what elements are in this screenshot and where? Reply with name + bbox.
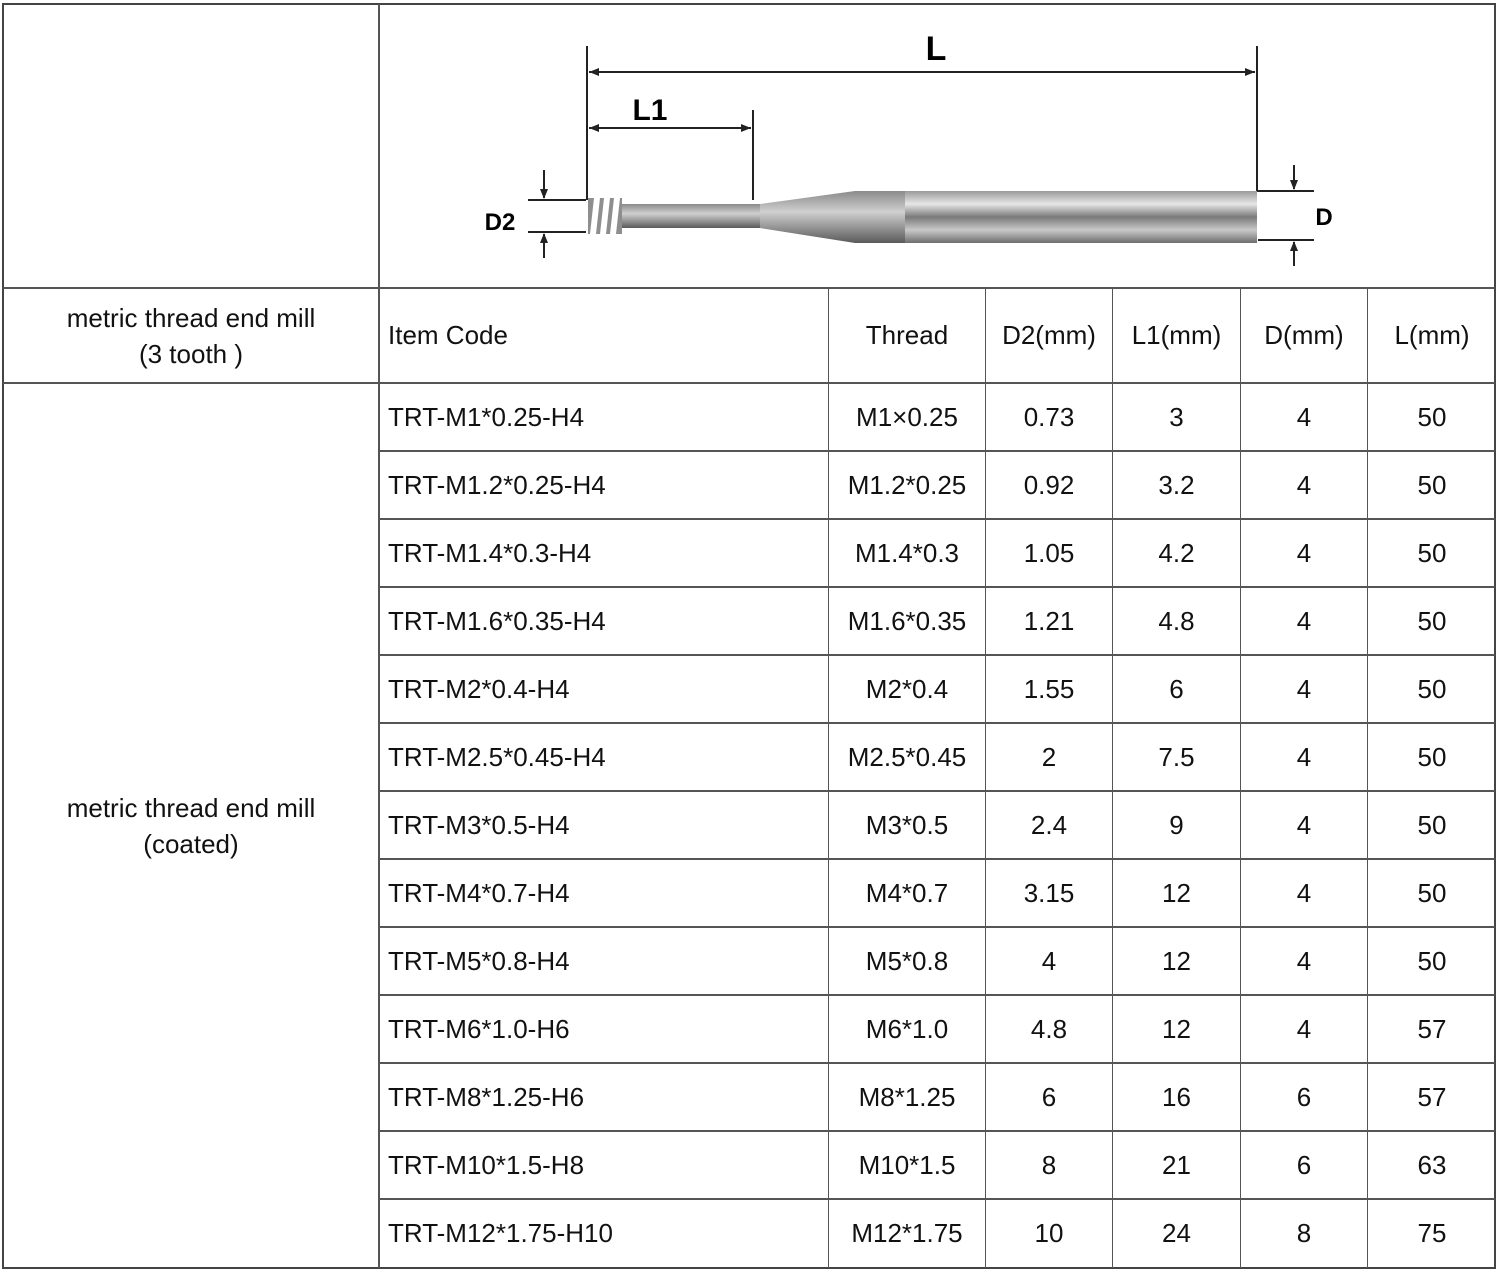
column-header-l1: L1(mm): [1131, 320, 1222, 350]
cell-l: 57: [1417, 1013, 1447, 1044]
dimension-label-D2: D2: [484, 209, 516, 236]
column-header-l: L(mm): [1394, 320, 1470, 350]
cell-d: 4: [1296, 605, 1312, 636]
cell-thread: M1.6*0.35: [847, 605, 967, 636]
cell-d2: 4: [1041, 945, 1057, 976]
cell-l1: 4.8: [1158, 605, 1195, 636]
cell-l1: 12: [1162, 945, 1191, 976]
cell-d: 4: [1296, 741, 1312, 772]
cell-l: 50: [1417, 537, 1447, 568]
cell-d: 4: [1296, 877, 1312, 908]
cell-thread: M5*0.8: [865, 945, 949, 976]
cell-l1: 4.2: [1158, 537, 1195, 568]
cell-thread: M3*0.5: [865, 809, 949, 840]
cell-l1: 24: [1162, 1217, 1191, 1248]
cell-item-code: TRT-M1.6*0.35-H4: [388, 605, 606, 636]
cell-d: 6: [1296, 1081, 1312, 1112]
cell-d2: 6: [1041, 1081, 1057, 1112]
cell-l1: 9: [1169, 809, 1184, 840]
cell-item-code: TRT-M8*1.25-H6: [388, 1081, 585, 1112]
cell-thread: M6*1.0: [865, 1013, 949, 1044]
dimension-label-L1: L1: [632, 94, 668, 127]
cell-l1: 7.5: [1158, 741, 1195, 772]
cell-item-code: TRT-M3*0.5-H4: [388, 809, 570, 840]
cell-item-code: TRT-M6*1.0-H6: [388, 1013, 570, 1044]
cell-d: 4: [1296, 809, 1312, 840]
body-category-line2: (coated): [143, 829, 239, 859]
cell-l1: 12: [1162, 1013, 1191, 1044]
cell-l: 50: [1417, 469, 1447, 500]
end-mill-diagram: [380, 5, 1494, 287]
cell-l: 50: [1417, 605, 1447, 636]
cell-l: 50: [1417, 877, 1447, 908]
cell-thread: M2*0.4: [865, 673, 949, 704]
cell-item-code: TRT-M1*0.25-H4: [388, 401, 585, 432]
cell-l1: 16: [1162, 1081, 1191, 1112]
cell-l: 50: [1417, 741, 1447, 772]
cell-thread: M1×0.25: [856, 401, 958, 432]
cell-d2: 2.4: [1030, 809, 1068, 840]
cell-item-code: TRT-M12*1.75-H10: [388, 1217, 613, 1248]
cell-item-code: TRT-M4*0.7-H4: [388, 877, 570, 908]
cell-d: 4: [1296, 401, 1312, 432]
cell-l: 75: [1417, 1217, 1447, 1248]
body-category: [4, 384, 378, 1268]
cell-l1: 21: [1162, 1149, 1191, 1180]
header-category: [4, 289, 378, 382]
cell-d: 4: [1296, 537, 1312, 568]
column-header-d: D(mm): [1264, 320, 1344, 350]
cell-l: 50: [1417, 809, 1447, 840]
cell-l: 50: [1417, 945, 1447, 976]
cell-thread: M4*0.7: [865, 877, 949, 908]
cell-thread: M2.5*0.45: [847, 741, 967, 772]
dimension-label-D: D: [1315, 204, 1333, 231]
cell-d2: 1.55: [1023, 673, 1075, 704]
cell-d2: 10: [1034, 1217, 1064, 1248]
cell-d2: 1.21: [1023, 605, 1075, 636]
cell-d: 4: [1296, 945, 1312, 976]
cell-item-code: TRT-M1.4*0.3-H4: [388, 537, 592, 568]
body-category-line1: metric thread end mill: [66, 793, 316, 823]
cell-l1: 3: [1169, 401, 1184, 432]
dimension-label-L: L: [925, 30, 947, 68]
cell-d2: 4.8: [1030, 1013, 1068, 1044]
header-category-line1: metric thread end mill: [66, 302, 316, 333]
column-header-d2: D2(mm): [1002, 320, 1096, 350]
cell-item-code: TRT-M5*0.8-H4: [388, 945, 570, 976]
cell-l1: 6: [1169, 673, 1184, 704]
cell-item-code: TRT-M2.5*0.45-H4: [388, 741, 606, 772]
cell-d2: 8: [1041, 1149, 1057, 1180]
cell-d: 8: [1296, 1217, 1312, 1248]
cell-thread: M1.4*0.3: [854, 537, 960, 568]
cell-d2: 2: [1041, 741, 1057, 772]
column-header-thread: Thread: [865, 320, 949, 350]
cell-d2: 0.73: [1023, 401, 1075, 432]
cell-item-code: TRT-M2*0.4-H4: [388, 673, 570, 704]
cell-thread: M1.2*0.25: [847, 469, 967, 500]
cell-item-code: TRT-M1.2*0.25-H4: [388, 469, 606, 500]
cell-d: 4: [1296, 673, 1312, 704]
cell-d2: 3.15: [1023, 877, 1075, 908]
cell-l: 57: [1417, 1081, 1447, 1112]
cell-thread: M12*1.75: [851, 1217, 963, 1248]
cell-l1: 3.2: [1158, 469, 1195, 500]
cell-d: 4: [1296, 1013, 1312, 1044]
cell-thread: M8*1.25: [858, 1081, 956, 1112]
cell-l1: 12: [1162, 877, 1191, 908]
cell-thread: M10*1.5: [858, 1149, 956, 1180]
cell-d2: 1.05: [1023, 537, 1075, 568]
cell-l: 50: [1417, 673, 1447, 704]
cell-l: 50: [1417, 401, 1447, 432]
column-header-item-code: Item Code: [388, 320, 508, 350]
cell-l: 63: [1417, 1149, 1447, 1180]
header-category-line2: (3 tooth ): [138, 338, 244, 369]
cell-item-code: TRT-M10*1.5-H8: [388, 1149, 585, 1180]
cell-d: 6: [1296, 1149, 1312, 1180]
cell-d2: 0.92: [1023, 469, 1075, 500]
cell-d: 4: [1296, 469, 1312, 500]
